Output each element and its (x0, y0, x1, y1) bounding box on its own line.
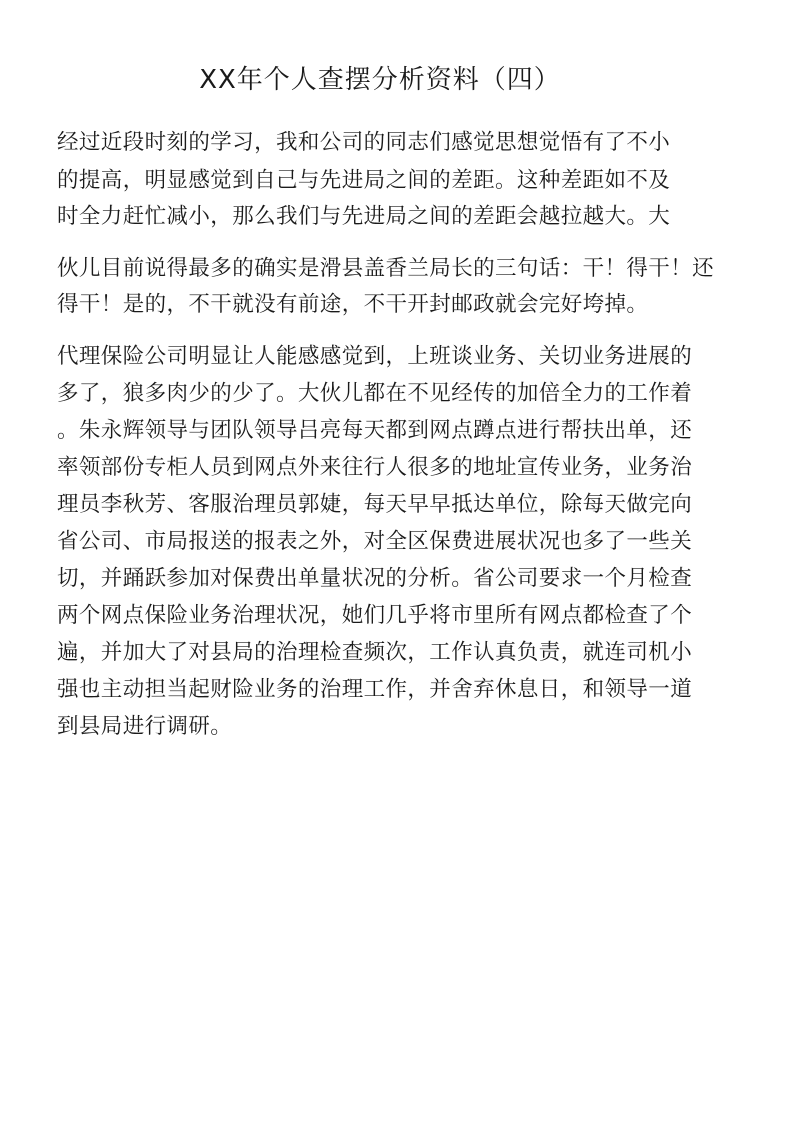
paragraph-1-line-2: 的提高，明显感觉到自己与先进局之间的差距。这种差距如不及 (57, 168, 671, 193)
paragraph-3-line-4: 率领部份专柜人员到网点外来往行人很多的地址宣传业务，业务治 (57, 455, 693, 480)
paragraph-3-line-3: 。朱永辉领导与团队领导吕亮每天都到网点蹲点进行帮扶出单，还 (57, 418, 693, 443)
paragraph-3-line-7: 切，并踊跃参加对保费出单量状况的分析。省公司要求一个月检查 (57, 566, 693, 591)
paragraph-3-line-8: 两个网点保险业务治理状况，她们几乎将市里所有网点都检查了个 (57, 603, 693, 628)
paragraph-3-line-5: 理员李秋芳、客服治理员郭婕，每天早早抵达单位，除每天做完向 (57, 492, 693, 517)
paragraph-3-line-11: 到县局进行调研。 (57, 714, 233, 739)
paragraph-3-line-10: 强也主动担当起财险业务的治理工作，并舍弃休息日，和领导一道 (57, 677, 693, 702)
paragraph-3-line-6: 省公司、市局报送的报表之外，对全区保费进展状况也多了一些关 (57, 529, 693, 554)
paragraph-3-line-9: 遍，并加大了对县局的治理检查频次，工作认真负责，就连司机小 (57, 640, 693, 665)
paragraph-3-line-1: 代理保险公司明显让人能感感觉到，上班谈业务、关切业务进展的 (57, 344, 693, 369)
paragraph-1-line-3: 时全力赶忙减小，那么我们与先进局之间的差距会越拉越大。大 (57, 204, 671, 229)
paragraph-2-line-1: 伙儿目前说得最多的确实是滑县盖香兰局长的三句话：干！得干！还 (57, 256, 715, 281)
paragraph-1-line-1: 经过近段时刻的学习，我和公司的同志们感觉思想觉悟有了不小 (57, 130, 671, 155)
paragraph-2-line-2: 得干！是的，不干就没有前途，不干开封邮政就会完好垮掉。 (57, 292, 649, 317)
paragraph-3-line-2: 多了，狼多肉少的少了。大伙儿都在不见经传的加倍全力的工作着 (57, 381, 693, 406)
document-title: XX年个人查摆分析资料（四） (199, 65, 561, 95)
